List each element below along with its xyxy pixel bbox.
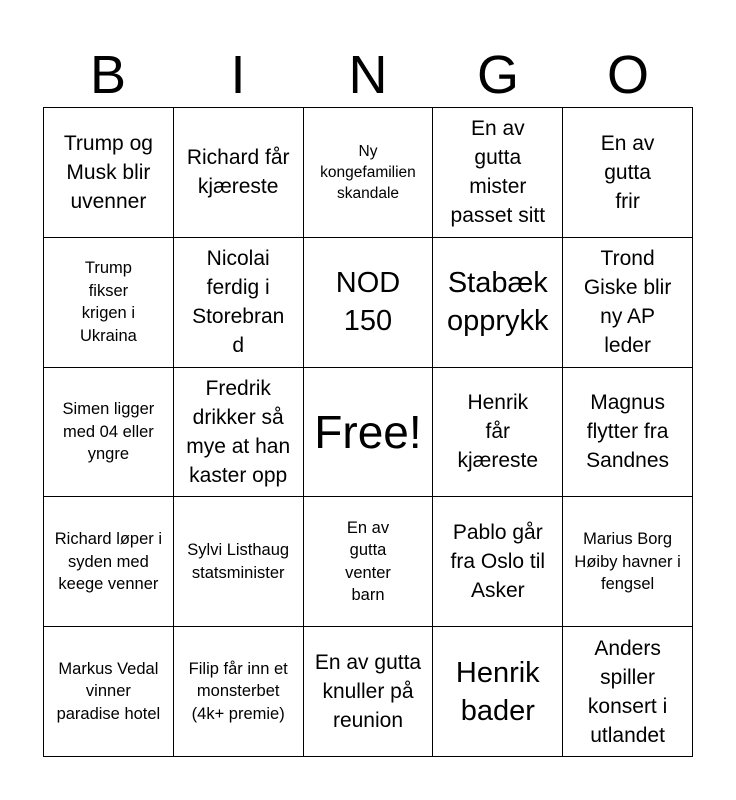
cell-text: En av gutta mister passet sitt [450,117,546,228]
cell-text: Filip får inn et monsterbet (4k+ premie) [188,659,288,723]
header-letter-o: O [606,45,649,105]
bingo-cell[interactable] [174,238,304,368]
bingo-cell[interactable] [563,627,693,757]
cell-text: Ny kongefamilien skandale [320,142,416,202]
bingo-cell[interactable] [433,108,563,238]
bingo-cell[interactable] [44,238,174,368]
bingo-grid [43,107,693,757]
cell-text: En av gutta frir [600,131,655,213]
bingo-cell[interactable] [44,108,174,238]
cell-text: Henrik bader [455,656,540,727]
bingo-cell[interactable] [174,627,304,757]
bingo-header [43,44,693,106]
cell-text: En av gutta knuller på reunion [314,651,422,733]
cell-text: NOD 150 [335,267,401,338]
cell-text: Anders spiller konsert i utlandet [587,636,668,747]
cell-text: Simen ligger med 04 eller yngre [62,400,155,464]
bingo-cell[interactable] [44,627,174,757]
bingo-cell[interactable] [433,627,563,757]
bingo-cell[interactable] [563,238,693,368]
bingo-cell[interactable] [304,108,434,238]
bingo-cell[interactable] [174,108,304,238]
bingo-cell[interactable] [433,238,563,368]
header-letter-n: N [348,45,388,105]
cell-text: Marius Borg Høiby havner i fengsel [574,530,681,594]
cell-text: Trond Giske blir ny AP leder [583,247,672,358]
free-text: Free! [314,405,422,458]
bingo-cell[interactable] [563,108,693,238]
bingo-cell[interactable] [44,368,174,498]
cell-text: Magnus flytter fra Sandnes [586,391,670,473]
cell-text: Richard får kjæreste [186,146,290,199]
cell-text: Markus Vedal vinner paradise hotel [56,659,161,723]
cell-text: Nicolai ferdig i Storebrand [192,247,285,358]
bingo-cell[interactable] [563,368,693,498]
header-letter-i: I [230,45,246,105]
cell-text: En av gutta venter barn [345,518,391,605]
bingo-cell[interactable] [304,238,434,368]
cell-text: Trump fikser krigen i Ukraina [79,259,137,345]
bingo-cell[interactable] [433,368,563,498]
bingo-cell[interactable] [304,497,434,627]
free-cell[interactable] [304,368,434,498]
cell-text: Henrik får kjæreste [457,391,539,473]
header-letter-b: B [89,45,127,105]
cell-text: Trump og Musk blir uvenner [63,131,153,213]
bingo-cell[interactable] [433,497,563,627]
header-letter-g: G [476,45,519,105]
bingo-cell[interactable] [174,497,304,627]
cell-text: Pablo går fra Oslo til Asker [450,521,546,603]
bingo-cell[interactable] [563,497,693,627]
bingo-cell[interactable] [304,627,434,757]
bingo-cell[interactable] [174,368,304,498]
bingo-cell[interactable] [44,497,174,627]
cell-text: Stabæk opprykk [447,267,549,338]
cell-text: Sylvi Listhaug statsminister [187,541,290,582]
cell-text: Richard løper i syden med keege venner [54,530,163,594]
cell-text: Fredrik drikker så mye at han kaster opp [186,376,291,487]
